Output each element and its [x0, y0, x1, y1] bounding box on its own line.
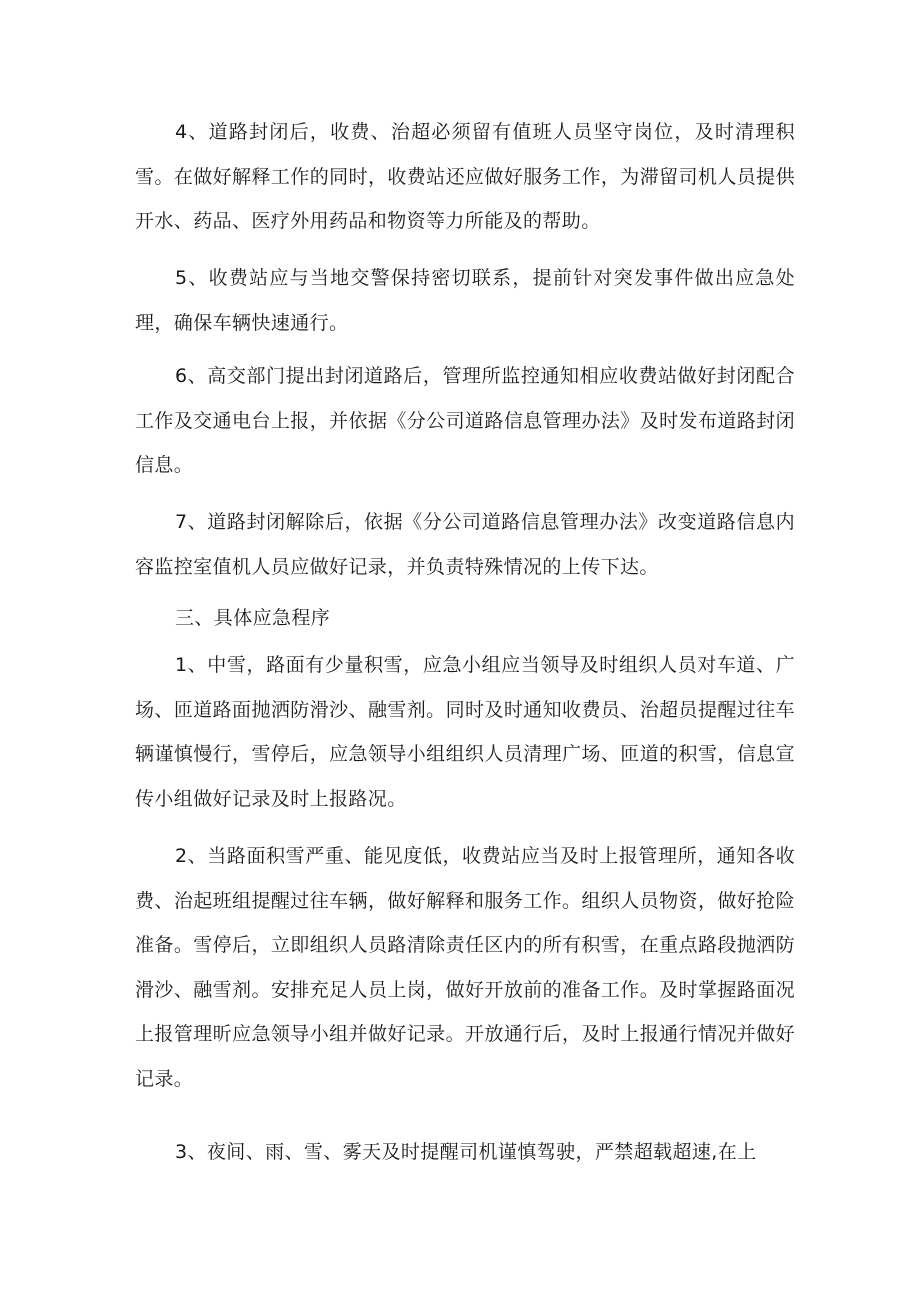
paragraph-police-liaison: 5、收费站应与当地交警保持密切联系，提前针对突发事件做出应急处理，确保车辆快速通行。 [135, 267, 795, 334]
paragraph-closure-lifted: 7、道路封闭解除后，依据《分公司道路信息管理办法》改变道路信息内容监控室值机人员应做好记录，并负责特殊情况的上传下达。 [135, 511, 795, 578]
section-heading-emergency-procedure: 三、具体应急程序 [175, 607, 331, 629]
paragraph-moderate-snow: 1、中雪，路面有少量积雪，应急小组应当领导及时组织人员对车道、广场、匝道路面抛洒防滑沙、融雪剂。同时及时通知收费员、治超员提醒过往车辆谨慎慢行，雪停后，应急领导小组组织人员清理广场、匝道的积雪，信息宣传小组做好记录及时上报路况。 [135, 654, 795, 810]
paragraph-road-closure-duty: 4、道路封闭后，收费、治超必须留有值班人员坚守岗位，及时清理积雪。在做好解释工作的同时，收费站还应做好服务工作，为滞留司机人员提供开水、药品、医疗外用药品和物资等力所能及的帮助。 [135, 121, 795, 233]
paragraph-closure-notification: 6、高交部门提出封闭道路后，管理所监控通知相应收费站做好封闭配合工作及交通电台上报，并依据《分公司道路信息管理办法》及时发布道路封闭信息。 [135, 365, 795, 477]
paragraph-night-weather: 3、夜间、雨、雪、雾天及时提醒司机谨慎驾驶，严禁超载超速,在上 [175, 1141, 757, 1163]
paragraph-heavy-snow: 2、当路面积雪严重、能见度低，收费站应当及时上报管理所，通知各收费、治起班组提醒过往车辆，做好解释和服务工作。组织人员物资，做好抢险准备。雪停后，立即组织人员路清除责任区内的所有积雪，在重点路段抛洒防滑沙、融雪剂。安排充足人员上岗，做好开放前的准备工作。及时掌握路面况上报管理昕应急领导小组并做好记录。开放通行后，及时上报通行情况并做好记录。 [135, 845, 795, 1090]
